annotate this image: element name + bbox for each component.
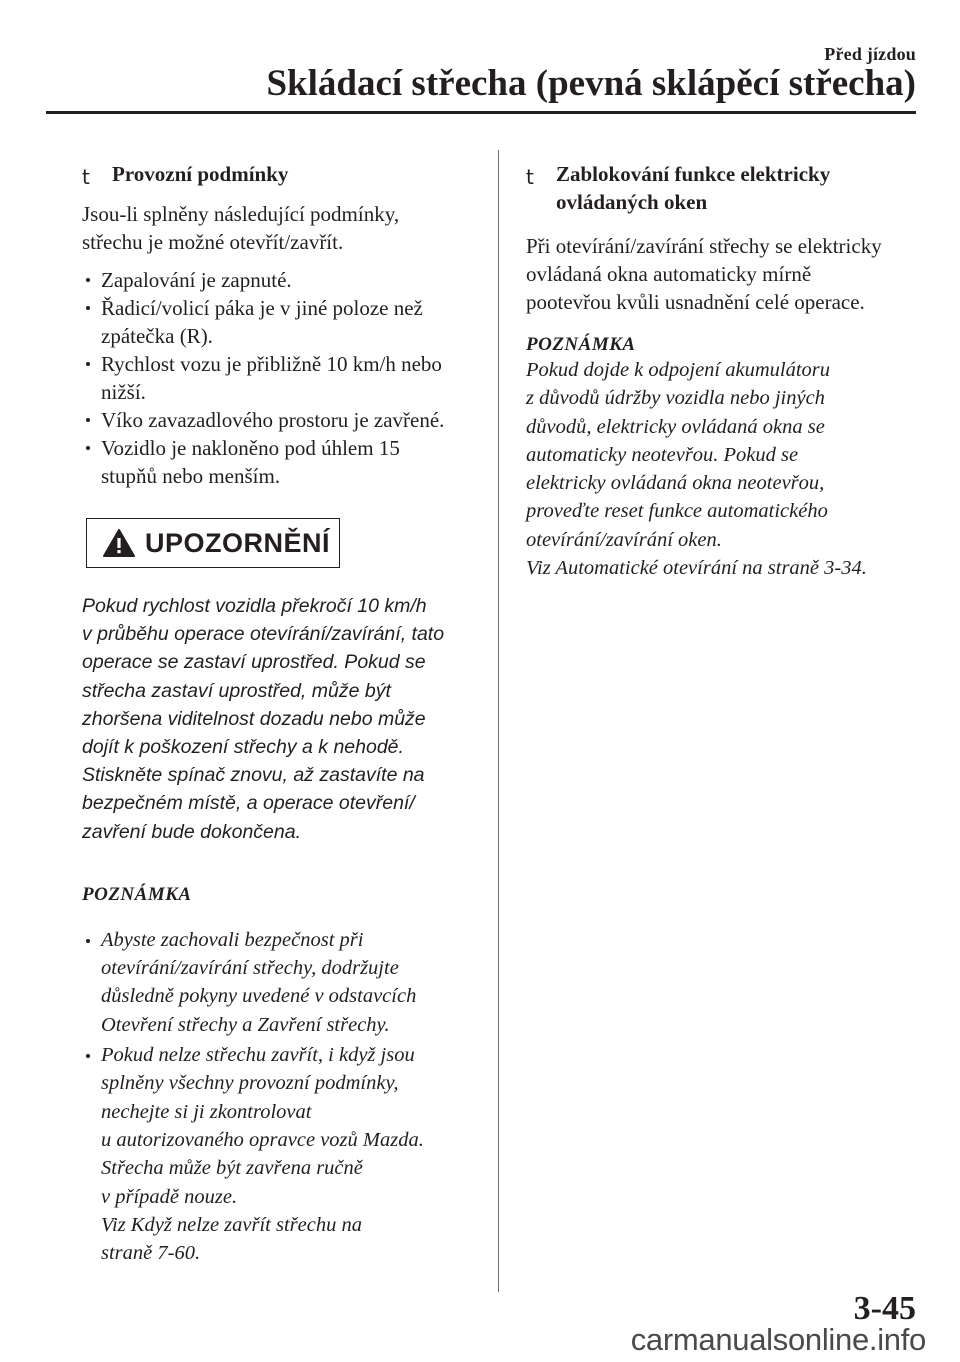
note-line: v případě nouze. bbox=[101, 1185, 238, 1208]
bullet-icon bbox=[86, 362, 90, 366]
note-line: důsledně pokyny uvedené v odstavcích bbox=[101, 985, 417, 1008]
note-line: z důvodů údržby vozidla nebo jiných bbox=[526, 387, 825, 410]
right-column bbox=[526, 160, 926, 582]
caution-line: operace se zastaví uprostřed. Pokud se bbox=[82, 651, 426, 674]
left-column bbox=[82, 160, 482, 1269]
note-line: Viz Automatické otevírání na straně 3-34. bbox=[526, 557, 867, 580]
page-number: 3-45 bbox=[853, 1290, 916, 1327]
caution-line: dojít k poškození střechy a k nehodě. bbox=[82, 736, 404, 759]
note-line: Viz Když nelze zavřít střechu na bbox=[101, 1213, 362, 1236]
note-line: straně 7-60. bbox=[101, 1242, 201, 1265]
note-line: otevírání/zavírání oken. bbox=[526, 528, 722, 551]
list-item-line: zpátečka (R). bbox=[101, 324, 213, 348]
note-line: nechejte si ji zkontrolovat bbox=[101, 1100, 312, 1123]
bullet-icon bbox=[86, 306, 90, 310]
list-item bbox=[82, 406, 482, 434]
note-line: elektricky ovládaná okna neotevřou, bbox=[526, 472, 825, 495]
caution-line: v průběhu operace otevírání/zavírání, tato bbox=[82, 623, 445, 646]
bullet-icon bbox=[86, 939, 90, 943]
list-item-line: stupňů nebo menším. bbox=[101, 464, 281, 488]
heading-power-window-lock bbox=[526, 160, 926, 216]
note-line: otevírání/zavírání střechy, dodržujte bbox=[101, 957, 399, 980]
note-block bbox=[82, 884, 482, 1268]
heading-marker: t bbox=[526, 165, 534, 189]
bullet-icon bbox=[86, 418, 90, 422]
heading-text: Provozní podmínky bbox=[112, 162, 289, 186]
note-body bbox=[526, 356, 926, 582]
heading-text: Zablokování funkce elektricky bbox=[556, 162, 831, 186]
watermark: carmanualsonline.info bbox=[630, 1322, 926, 1357]
column-divider bbox=[498, 150, 499, 1292]
list-item-line: nižší. bbox=[101, 380, 146, 404]
caution-text bbox=[82, 592, 482, 846]
heading-text: ovládaných oken bbox=[556, 190, 708, 214]
heading-operating-conditions bbox=[82, 160, 482, 188]
caution-box bbox=[86, 518, 340, 568]
note-line: splněny všechny provozní podmínky, bbox=[101, 1072, 399, 1095]
list-item-line: Rychlost vozu je přibližně 10 km/h nebo bbox=[101, 352, 442, 376]
list-item-line: Řadicí/volicí páka je v jiné poloze než bbox=[101, 296, 423, 320]
paragraph-line: pootevřou kvůli usnadnění celé operace. bbox=[526, 290, 865, 314]
paragraph-line: Při otevírání/zavírání střechy se elektricky bbox=[526, 234, 882, 258]
note-item bbox=[82, 926, 482, 1039]
caution-line: Pokud rychlost vozidla překročí 10 km/h bbox=[82, 595, 427, 617]
caution-line: Stiskněte spínač znovu, až zastavíte na bbox=[82, 764, 425, 787]
note-line: u autorizovaného opravce vozů Mazda. bbox=[101, 1128, 424, 1151]
paragraph-line: střechu je možné otevřít/zavřít. bbox=[82, 230, 344, 254]
header-rule bbox=[46, 111, 916, 114]
caution-line: zavření bude dokončena. bbox=[82, 820, 301, 843]
note-line: Pokud nelze střechu zavřít, i když jsou bbox=[101, 1044, 415, 1067]
conditions-list bbox=[82, 266, 482, 490]
list-item bbox=[82, 434, 482, 490]
note-title: POZNÁMKA bbox=[82, 883, 192, 905]
note-line: Otevření střechy a Zavření střechy. bbox=[101, 1013, 390, 1036]
note-line: Abyste zachovali bezpečnost při bbox=[101, 928, 364, 951]
power-window-paragraph bbox=[526, 232, 926, 316]
list-item-line: Zapalování je zapnuté. bbox=[101, 268, 292, 292]
list-item bbox=[82, 350, 482, 406]
list-item bbox=[82, 266, 482, 294]
note-block bbox=[526, 334, 926, 582]
note-line: Střecha může být zavřena ručně bbox=[101, 1157, 363, 1180]
note-item bbox=[82, 1041, 482, 1267]
page-title: Skládací střecha (pevná sklápěcí střecha) bbox=[266, 63, 916, 104]
bullet-icon bbox=[86, 278, 90, 282]
intro-paragraph bbox=[82, 200, 482, 256]
note-list bbox=[82, 926, 482, 1268]
note-line: Pokud dojde k odpojení akumulátoru bbox=[526, 359, 831, 381]
note-line: automaticky neotevřou. Pokud se bbox=[526, 443, 799, 466]
bullet-icon bbox=[86, 1054, 90, 1058]
note-title: POZNÁMKA bbox=[526, 334, 636, 355]
caution-line: zhoršena viditelnost dozadu nebo může bbox=[82, 707, 426, 730]
paragraph-line: Jsou-li splněny následující podmínky, bbox=[82, 202, 400, 226]
note-line: proveďte reset funkce automatického bbox=[526, 500, 828, 523]
note-line: důvodů, elektricky ovládaná okna se bbox=[526, 415, 825, 438]
bullet-icon bbox=[86, 446, 90, 450]
heading-marker: t bbox=[82, 165, 90, 189]
caution-line: bezpečném místě, a operace otevření/ bbox=[82, 792, 415, 815]
list-item bbox=[82, 294, 482, 350]
caution-label: UPOZORNĚNÍ bbox=[145, 527, 331, 558]
warning-triangle-icon bbox=[103, 529, 135, 557]
list-item-line: Vozidlo je nakloněno pod úhlem 15 bbox=[101, 436, 400, 460]
section-label: Před jízdou bbox=[824, 44, 916, 64]
list-item-line: Víko zavazadlového prostoru je zavřené. bbox=[101, 408, 445, 432]
caution-line: střecha zastaví uprostřed, může být bbox=[82, 679, 391, 702]
paragraph-line: ovládaná okna automaticky mírně bbox=[526, 262, 812, 286]
